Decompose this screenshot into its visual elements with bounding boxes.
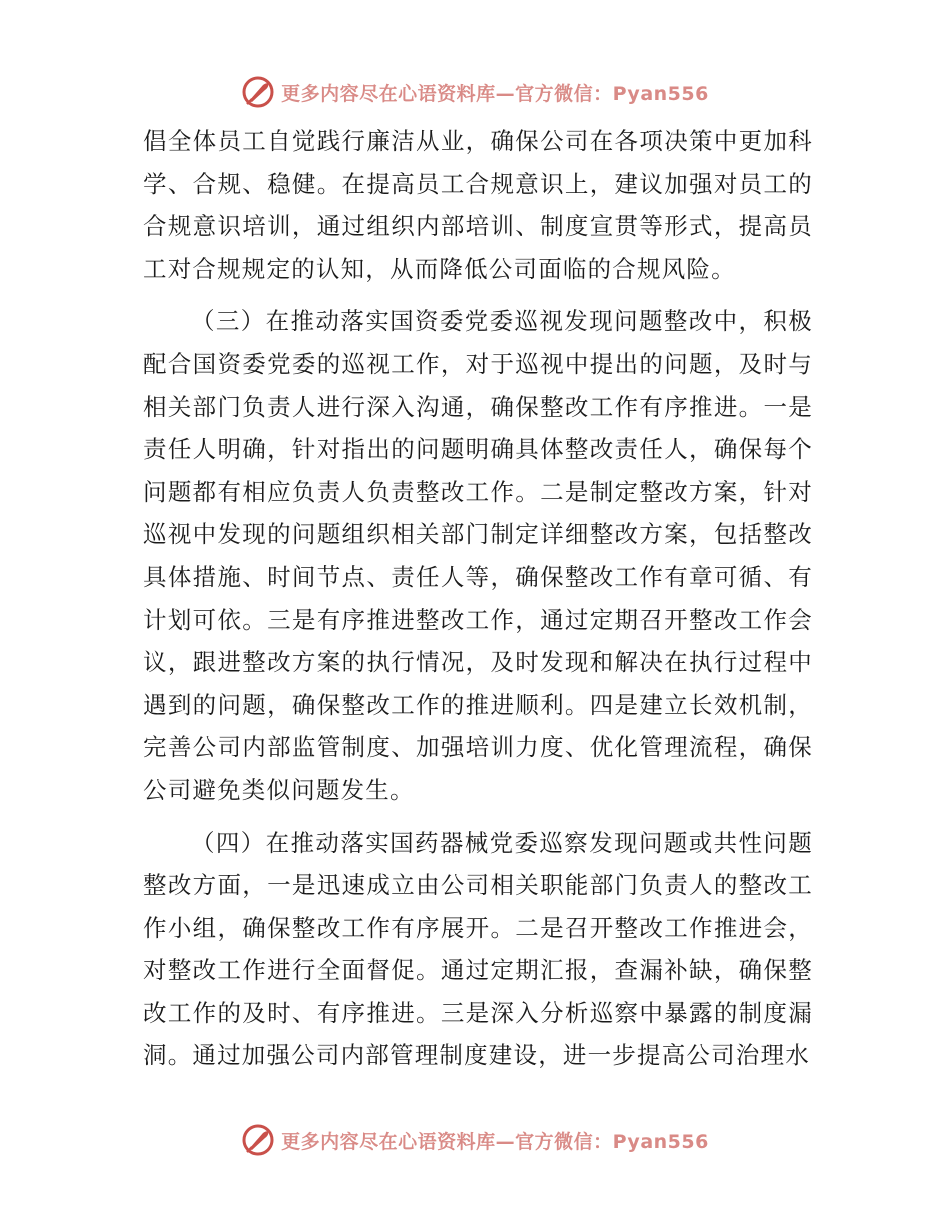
- watermark-text: 更多内容尽在心语资料库—官方微信：Pyan556: [281, 82, 709, 105]
- watermark-text: 更多内容尽在心语资料库—官方微信：Pyan556: [281, 1130, 709, 1153]
- paragraph-section-4: （四）在推动落实国药器械党委巡察发现问题或共性问题整改方面，一是迅速成立由公司相关职能部门负责人的整改工作小组，确保整改工作有序展开。二是召开整改工作推进会，对整改工作进行全面督促。通过定期汇报，查漏补缺，确保整改工作的及时、有序推进。三是深入分析巡察中暴露的制度漏洞。通过加强公司内部管理制度建设，进一步提高公司治理水: [143, 828, 813, 1070]
- footer-watermark: [0, 1120, 950, 1160]
- paragraph-continuation: 倡全体员工自觉践行廉洁从业，确保公司在各项决策中更加科学、合规、稳健。在提高员工合规意识上，建议加强对员工的合规意识培训，通过组织内部培训、制度宣贯等形式，提高员工对合规规定的认知，从而降低公司面临的合规风险。: [143, 127, 813, 283]
- header-watermark: [0, 72, 950, 112]
- quill-logo-icon: [241, 75, 275, 109]
- quill-logo-icon: [241, 1123, 275, 1157]
- paragraph-section-3: （三）在推动落实国资委党委巡视发现问题整改中，积极配合国资委党委的巡视工作，对于巡视中提出的问题，及时与相关部门负责人进行深入沟通，确保整改工作有序推进。一是责任人明确，针对指出的问题明确具体整改责任人，确保每个问题都有相应负责人负责整改工作。二是制定整改方案，针对巡视中发现的问题组织相关部门制定详细整改方案，包括整改具体措施、时间节点、责任人等，确保整改工作有章可循、有计划可依。三是有序推进整改工作，通过定期召开整改工作会议，跟进整改方案的执行情况，及时发现和解决在执行过程中遇到的问题，确保整改工作的推进顺利。四是建立长效机制，完善公司内部监管制度、加强培训力度、优化管理流程，确保公司避免类似问题发生。: [143, 307, 813, 804]
- document-body: [143, 120, 813, 1077]
